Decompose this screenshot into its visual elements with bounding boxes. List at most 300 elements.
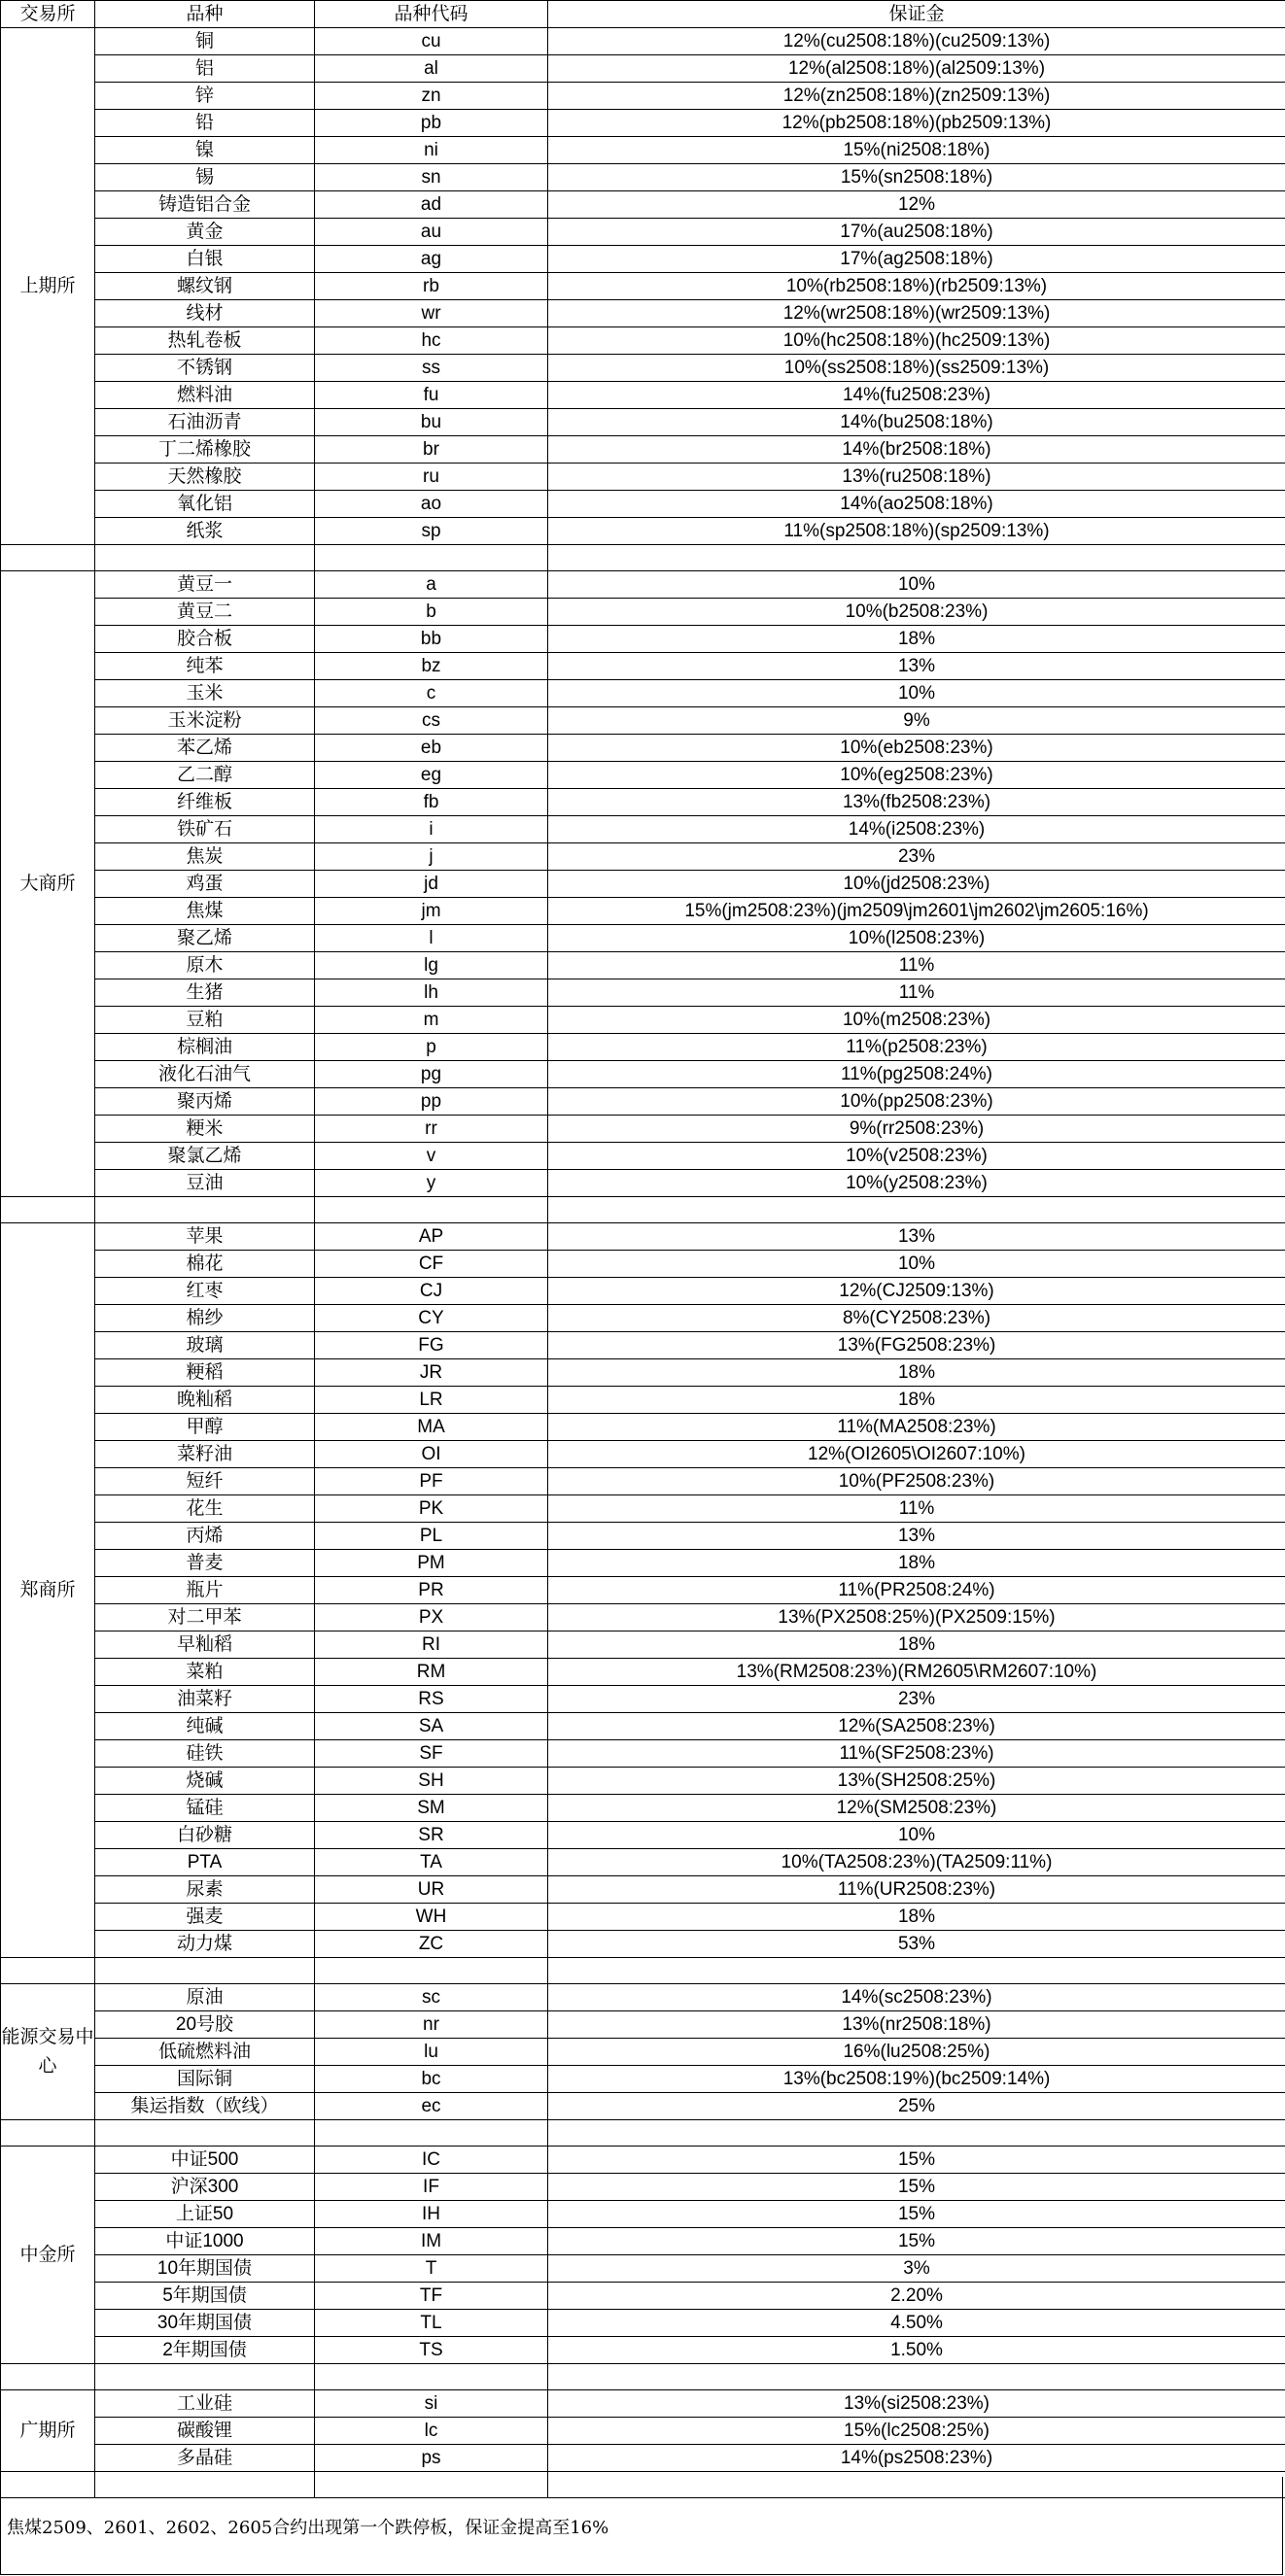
table-row bbox=[1, 273, 1285, 300]
code-cell: lu bbox=[315, 2039, 548, 2066]
table-row bbox=[1, 1007, 1285, 1034]
table-row bbox=[1, 1305, 1285, 1332]
table-row bbox=[1, 1849, 1285, 1876]
table-row bbox=[1, 28, 1285, 55]
margin-cell: 10%(rb2508:18%)(rb2509:13%) bbox=[548, 273, 1285, 300]
empty-cell bbox=[548, 2364, 1285, 2390]
table-row bbox=[1, 571, 1285, 599]
empty-cell bbox=[548, 2120, 1285, 2147]
variety-cell: 纯碱 bbox=[95, 1713, 315, 1740]
variety-cell: 液化石油气 bbox=[95, 1061, 315, 1088]
margin-cell: 13%(fb2508:23%) bbox=[548, 789, 1285, 816]
table-row bbox=[1, 925, 1285, 952]
code-cell: b bbox=[315, 599, 548, 626]
margin-cell: 18% bbox=[548, 1904, 1285, 1931]
code-cell: LR bbox=[315, 1387, 548, 1414]
code-cell: SR bbox=[315, 1822, 548, 1849]
empty-cell bbox=[95, 1197, 315, 1223]
table-row bbox=[1, 2445, 1285, 2472]
variety-cell: 燃料油 bbox=[95, 382, 315, 409]
code-cell: sp bbox=[315, 518, 548, 545]
margin-cell: 15% bbox=[548, 2174, 1285, 2201]
margin-cell: 12%(SM2508:23%) bbox=[548, 1795, 1285, 1822]
code-cell: FG bbox=[315, 1332, 548, 1359]
margin-cell: 13%(SH2508:25%) bbox=[548, 1768, 1285, 1795]
variety-cell: 粳稻 bbox=[95, 1359, 315, 1387]
table-row bbox=[1, 518, 1285, 545]
variety-cell: 黄豆一 bbox=[95, 571, 315, 599]
margin-cell: 15%(ni2508:18%) bbox=[548, 137, 1285, 164]
code-cell: rr bbox=[315, 1116, 548, 1143]
table-row bbox=[1, 1495, 1285, 1523]
margin-cell: 10%(hc2508:18%)(hc2509:13%) bbox=[548, 327, 1285, 355]
variety-cell: 多晶硅 bbox=[95, 2445, 315, 2472]
code-cell: ni bbox=[315, 137, 548, 164]
table-row bbox=[1, 1441, 1285, 1468]
margin-cell: 14%(sc2508:23%) bbox=[548, 1984, 1285, 2011]
table-row bbox=[1, 1332, 1285, 1359]
code-cell: RM bbox=[315, 1659, 548, 1686]
table-row bbox=[1, 898, 1285, 925]
margin-cell: 2.20% bbox=[548, 2283, 1285, 2310]
margin-cell: 18% bbox=[548, 626, 1285, 653]
margin-cell: 53% bbox=[548, 1931, 1285, 1958]
code-cell: sn bbox=[315, 164, 548, 191]
variety-cell: 生猪 bbox=[95, 979, 315, 1007]
code-cell: RS bbox=[315, 1686, 548, 1713]
code-cell: PR bbox=[315, 1577, 548, 1604]
table-row bbox=[1, 2201, 1285, 2228]
variety-cell: 铸造铝合金 bbox=[95, 191, 315, 219]
margin-cell: 13%(RM2508:23%)(RM2605\RM2607:10%) bbox=[548, 1659, 1285, 1686]
table-row bbox=[1, 1795, 1285, 1822]
code-cell: CJ bbox=[315, 1278, 548, 1305]
margin-cell: 11% bbox=[548, 1495, 1285, 1523]
code-cell: si bbox=[315, 2390, 548, 2418]
code-cell: pg bbox=[315, 1061, 548, 1088]
table-row bbox=[1, 1984, 1285, 2011]
empty-cell bbox=[1, 2120, 95, 2147]
code-cell: m bbox=[315, 1007, 548, 1034]
footnote-text: 焦煤2509、2601、2602、2605合约出现第一个跌停板，保证金提高至16% bbox=[7, 2518, 609, 2538]
variety-cell: 镍 bbox=[95, 137, 315, 164]
code-cell: p bbox=[315, 1034, 548, 1061]
code-cell: ad bbox=[315, 191, 548, 219]
margin-cell: 10%(eb2508:23%) bbox=[548, 735, 1285, 762]
margin-cell: 13%(bc2508:19%)(bc2509:14%) bbox=[548, 2066, 1285, 2093]
margin-cell: 16%(lu2508:25%) bbox=[548, 2039, 1285, 2066]
variety-cell: 30年期国债 bbox=[95, 2310, 315, 2337]
code-cell: fu bbox=[315, 382, 548, 409]
margin-cell: 14%(ps2508:23%) bbox=[548, 2445, 1285, 2472]
variety-cell: 20号胶 bbox=[95, 2011, 315, 2039]
variety-cell: 棉花 bbox=[95, 1251, 315, 1278]
table-row bbox=[1, 1631, 1285, 1659]
table-row bbox=[1, 2228, 1285, 2255]
margin-cell: 12%(zn2508:18%)(zn2509:13%) bbox=[548, 83, 1285, 110]
code-cell: eb bbox=[315, 735, 548, 762]
table-row bbox=[1, 2039, 1285, 2066]
empty-cell bbox=[315, 1197, 548, 1223]
code-cell: lc bbox=[315, 2418, 548, 2445]
code-cell: lh bbox=[315, 979, 548, 1007]
margin-cell: 11% bbox=[548, 952, 1285, 979]
variety-cell: 苯乙烯 bbox=[95, 735, 315, 762]
margin-cell: 14%(fu2508:23%) bbox=[548, 382, 1285, 409]
exchange-cell: 能源交易中心 bbox=[1, 1984, 95, 2120]
table-row bbox=[1, 762, 1285, 789]
variety-cell: 对二甲苯 bbox=[95, 1604, 315, 1631]
margin-cell: 15%(sn2508:18%) bbox=[548, 164, 1285, 191]
table-row bbox=[1, 1604, 1285, 1631]
code-cell: au bbox=[315, 219, 548, 246]
margin-cell: 11%(sp2508:18%)(sp2509:13%) bbox=[548, 518, 1285, 545]
margin-cell: 4.50% bbox=[548, 2310, 1285, 2337]
code-cell: ag bbox=[315, 246, 548, 273]
table-row bbox=[1, 871, 1285, 898]
margin-cell: 13%(PX2508:25%)(PX2509:15%) bbox=[548, 1604, 1285, 1631]
empty-cell bbox=[315, 545, 548, 571]
table-row bbox=[1, 1468, 1285, 1495]
exchange-cell: 大商所 bbox=[1, 571, 95, 1197]
variety-cell: 普麦 bbox=[95, 1550, 315, 1577]
table-row bbox=[1, 2283, 1285, 2310]
variety-cell: 热轧卷板 bbox=[95, 327, 315, 355]
code-cell: ps bbox=[315, 2445, 548, 2472]
margin-cell: 18% bbox=[548, 1631, 1285, 1659]
code-cell: PK bbox=[315, 1495, 548, 1523]
table-row bbox=[1, 327, 1285, 355]
empty-cell bbox=[548, 1958, 1285, 1984]
margin-cell: 13% bbox=[548, 653, 1285, 680]
margin-cell: 10% bbox=[548, 1822, 1285, 1849]
code-cell: i bbox=[315, 816, 548, 843]
variety-cell: 原木 bbox=[95, 952, 315, 979]
margin-cell: 14%(bu2508:18%) bbox=[548, 409, 1285, 436]
table-row bbox=[1, 491, 1285, 518]
code-cell: zn bbox=[315, 83, 548, 110]
separator-row bbox=[1, 2120, 1285, 2147]
table-row bbox=[1, 1088, 1285, 1116]
variety-cell: 碳酸锂 bbox=[95, 2418, 315, 2445]
variety-cell: 中证1000 bbox=[95, 2228, 315, 2255]
table-row bbox=[1, 137, 1285, 164]
code-cell: TF bbox=[315, 2283, 548, 2310]
margin-cell: 10%(TA2508:23%)(TA2509:11%) bbox=[548, 1849, 1285, 1876]
variety-cell: 尿素 bbox=[95, 1876, 315, 1904]
table-row bbox=[1, 1170, 1285, 1197]
variety-cell: 氧化铝 bbox=[95, 491, 315, 518]
footnote-box bbox=[0, 2477, 1283, 2575]
code-cell: l bbox=[315, 925, 548, 952]
margin-cell: 10%(PF2508:23%) bbox=[548, 1468, 1285, 1495]
code-cell: ss bbox=[315, 355, 548, 382]
variety-cell: 焦煤 bbox=[95, 898, 315, 925]
code-cell: br bbox=[315, 436, 548, 464]
separator-row bbox=[1, 2364, 1285, 2390]
code-cell: hc bbox=[315, 327, 548, 355]
variety-cell: 聚丙烯 bbox=[95, 1088, 315, 1116]
table-row bbox=[1, 2093, 1285, 2120]
margin-cell: 9%(rr2508:23%) bbox=[548, 1116, 1285, 1143]
margin-cell: 11% bbox=[548, 979, 1285, 1007]
variety-cell: 晚籼稻 bbox=[95, 1387, 315, 1414]
margin-cell: 11%(UR2508:23%) bbox=[548, 1876, 1285, 1904]
table-row bbox=[1, 1686, 1285, 1713]
variety-cell: 聚乙烯 bbox=[95, 925, 315, 952]
code-cell: fb bbox=[315, 789, 548, 816]
table-row bbox=[1, 653, 1285, 680]
variety-cell: 天然橡胶 bbox=[95, 464, 315, 491]
variety-cell: 瓶片 bbox=[95, 1577, 315, 1604]
code-cell: v bbox=[315, 1143, 548, 1170]
code-cell: ec bbox=[315, 2093, 548, 2120]
variety-cell: 鸡蛋 bbox=[95, 871, 315, 898]
variety-cell: 烧碱 bbox=[95, 1768, 315, 1795]
variety-cell: 黄金 bbox=[95, 219, 315, 246]
margin-cell: 11%(PR2508:24%) bbox=[548, 1577, 1285, 1604]
separator-row bbox=[1, 1197, 1285, 1223]
variety-cell: 红枣 bbox=[95, 1278, 315, 1305]
table-row bbox=[1, 1876, 1285, 1904]
header-row bbox=[1, 1, 1285, 28]
code-cell: bb bbox=[315, 626, 548, 653]
exchange-cell: 中金所 bbox=[1, 2147, 95, 2364]
table-row bbox=[1, 1143, 1285, 1170]
margin-cell: 14%(ao2508:18%) bbox=[548, 491, 1285, 518]
table-row bbox=[1, 1577, 1285, 1604]
variety-cell: 硅铁 bbox=[95, 1740, 315, 1768]
variety-cell: 聚氯乙烯 bbox=[95, 1143, 315, 1170]
code-cell: PM bbox=[315, 1550, 548, 1577]
variety-cell: 豆油 bbox=[95, 1170, 315, 1197]
table-row bbox=[1, 952, 1285, 979]
table-row bbox=[1, 219, 1285, 246]
margin-cell: 12%(al2508:18%)(al2509:13%) bbox=[548, 55, 1285, 83]
variety-cell: 原油 bbox=[95, 1984, 315, 2011]
empty-cell bbox=[95, 2364, 315, 2390]
margin-cell: 15%(jm2508:23%)(jm2509\jm2601\jm2602\jm2605:16%) bbox=[548, 898, 1285, 925]
margin-cell: 10%(v2508:23%) bbox=[548, 1143, 1285, 1170]
margin-cell: 12%(wr2508:18%)(wr2509:13%) bbox=[548, 300, 1285, 327]
empty-cell bbox=[1, 2364, 95, 2390]
empty-cell bbox=[315, 2364, 548, 2390]
code-cell: nr bbox=[315, 2011, 548, 2039]
table-row bbox=[1, 464, 1285, 491]
variety-cell: 玉米淀粉 bbox=[95, 707, 315, 735]
table-row bbox=[1, 2066, 1285, 2093]
margin-cell: 14%(br2508:18%) bbox=[548, 436, 1285, 464]
variety-cell: 铝 bbox=[95, 55, 315, 83]
code-cell: lg bbox=[315, 952, 548, 979]
code-cell: a bbox=[315, 571, 548, 599]
variety-cell: 油菜籽 bbox=[95, 1686, 315, 1713]
code-cell: sc bbox=[315, 1984, 548, 2011]
table-row bbox=[1, 164, 1285, 191]
code-cell: wr bbox=[315, 300, 548, 327]
empty-cell bbox=[95, 1958, 315, 1984]
code-cell: SF bbox=[315, 1740, 548, 1768]
code-cell: c bbox=[315, 680, 548, 707]
code-cell: IF bbox=[315, 2174, 548, 2201]
variety-cell: 乙二醇 bbox=[95, 762, 315, 789]
variety-cell: 黄豆二 bbox=[95, 599, 315, 626]
margin-cell: 12%(CJ2509:13%) bbox=[548, 1278, 1285, 1305]
variety-cell: 粳米 bbox=[95, 1116, 315, 1143]
margin-cell: 13%(FG2508:23%) bbox=[548, 1332, 1285, 1359]
table-row bbox=[1, 843, 1285, 871]
table-row bbox=[1, 1034, 1285, 1061]
variety-cell: 中证500 bbox=[95, 2147, 315, 2174]
code-cell: ZC bbox=[315, 1931, 548, 1958]
margin-cell: 15% bbox=[548, 2201, 1285, 2228]
margin-cell: 10%(jd2508:23%) bbox=[548, 871, 1285, 898]
margin-cell: 15%(lc2508:25%) bbox=[548, 2418, 1285, 2445]
variety-cell: 强麦 bbox=[95, 1904, 315, 1931]
margin-cell: 8%(CY2508:23%) bbox=[548, 1305, 1285, 1332]
margin-cell: 13%(si2508:23%) bbox=[548, 2390, 1285, 2418]
table-row bbox=[1, 1223, 1285, 1251]
table-row bbox=[1, 626, 1285, 653]
empty-cell bbox=[1, 1197, 95, 1223]
margin-cell: 13%(nr2508:18%) bbox=[548, 2011, 1285, 2039]
margin-cell: 23% bbox=[548, 843, 1285, 871]
table-row bbox=[1, 1550, 1285, 1577]
variety-cell: 国际铜 bbox=[95, 2066, 315, 2093]
margin-cell: 23% bbox=[548, 1686, 1285, 1713]
code-cell: OI bbox=[315, 1441, 548, 1468]
variety-cell: 棉纱 bbox=[95, 1305, 315, 1332]
empty-cell bbox=[95, 2120, 315, 2147]
margin-cell: 9% bbox=[548, 707, 1285, 735]
variety-cell: 低硫燃料油 bbox=[95, 2039, 315, 2066]
table-row bbox=[1, 1822, 1285, 1849]
variety-cell: 苹果 bbox=[95, 1223, 315, 1251]
table-row bbox=[1, 816, 1285, 843]
variety-cell: 白银 bbox=[95, 246, 315, 273]
code-cell: cs bbox=[315, 707, 548, 735]
code-cell: SA bbox=[315, 1713, 548, 1740]
margin-cell: 10%(b2508:23%) bbox=[548, 599, 1285, 626]
code-cell: bz bbox=[315, 653, 548, 680]
table-row bbox=[1, 1713, 1285, 1740]
table-row bbox=[1, 300, 1285, 327]
code-cell: IM bbox=[315, 2228, 548, 2255]
table-row bbox=[1, 355, 1285, 382]
margin-cell: 11%(pg2508:24%) bbox=[548, 1061, 1285, 1088]
code-cell: SH bbox=[315, 1768, 548, 1795]
margin-cell: 11%(SF2508:23%) bbox=[548, 1740, 1285, 1768]
margin-cell: 1.50% bbox=[548, 2337, 1285, 2364]
margin-cell: 18% bbox=[548, 1359, 1285, 1387]
code-cell: j bbox=[315, 843, 548, 871]
margin-cell: 10% bbox=[548, 680, 1285, 707]
margin-cell: 14%(i2508:23%) bbox=[548, 816, 1285, 843]
empty-cell bbox=[1, 1958, 95, 1984]
table-row bbox=[1, 1278, 1285, 1305]
variety-cell: 纯苯 bbox=[95, 653, 315, 680]
header-code: 品种代码 bbox=[315, 1, 548, 28]
variety-cell: 纤维板 bbox=[95, 789, 315, 816]
table-row bbox=[1, 1251, 1285, 1278]
empty-cell bbox=[95, 545, 315, 571]
variety-cell: 早籼稻 bbox=[95, 1631, 315, 1659]
code-cell: rb bbox=[315, 273, 548, 300]
header-margin: 保证金 bbox=[548, 1, 1285, 28]
variety-cell: 5年期国债 bbox=[95, 2283, 315, 2310]
variety-cell: PTA bbox=[95, 1849, 315, 1876]
exchange-cell: 郑商所 bbox=[1, 1223, 95, 1958]
margin-cell: 13% bbox=[548, 1223, 1285, 1251]
code-cell: eg bbox=[315, 762, 548, 789]
code-cell: TA bbox=[315, 1849, 548, 1876]
margin-cell: 11%(p2508:23%) bbox=[548, 1034, 1285, 1061]
empty-cell bbox=[315, 1958, 548, 1984]
table-row bbox=[1, 1659, 1285, 1686]
variety-cell: 石油沥青 bbox=[95, 409, 315, 436]
empty-cell bbox=[548, 545, 1285, 571]
margin-cell: 25% bbox=[548, 2093, 1285, 2120]
table-row bbox=[1, 2147, 1285, 2174]
code-cell: bc bbox=[315, 2066, 548, 2093]
table-row bbox=[1, 789, 1285, 816]
code-cell: jd bbox=[315, 871, 548, 898]
table-row bbox=[1, 2418, 1285, 2445]
code-cell: IH bbox=[315, 2201, 548, 2228]
code-cell: MA bbox=[315, 1414, 548, 1441]
variety-cell: 2年期国债 bbox=[95, 2337, 315, 2364]
variety-cell: 铁矿石 bbox=[95, 816, 315, 843]
variety-cell: 螺纹钢 bbox=[95, 273, 315, 300]
table-row bbox=[1, 55, 1285, 83]
margin-cell: 10% bbox=[548, 1251, 1285, 1278]
table-row bbox=[1, 979, 1285, 1007]
separator-row bbox=[1, 1958, 1285, 1984]
variety-cell: 沪深300 bbox=[95, 2174, 315, 2201]
code-cell: RI bbox=[315, 1631, 548, 1659]
code-cell: jm bbox=[315, 898, 548, 925]
variety-cell: 线材 bbox=[95, 300, 315, 327]
table-row bbox=[1, 436, 1285, 464]
table-row bbox=[1, 191, 1285, 219]
margin-cell: 10%(l2508:23%) bbox=[548, 925, 1285, 952]
table-row bbox=[1, 2337, 1285, 2364]
table-row bbox=[1, 246, 1285, 273]
margin-cell: 17%(ag2508:18%) bbox=[548, 246, 1285, 273]
variety-cell: 菜籽油 bbox=[95, 1441, 315, 1468]
table-row bbox=[1, 1768, 1285, 1795]
table-row bbox=[1, 1116, 1285, 1143]
variety-cell: 集运指数（欧线） bbox=[95, 2093, 315, 2120]
margin-cell: 10%(ss2508:18%)(ss2509:13%) bbox=[548, 355, 1285, 382]
variety-cell: 锌 bbox=[95, 83, 315, 110]
margin-cell: 12%(SA2508:23%) bbox=[548, 1713, 1285, 1740]
margin-cell: 11%(MA2508:23%) bbox=[548, 1414, 1285, 1441]
margin-cell: 17%(au2508:18%) bbox=[548, 219, 1285, 246]
variety-cell: 不锈钢 bbox=[95, 355, 315, 382]
table-row bbox=[1, 1740, 1285, 1768]
table-row bbox=[1, 382, 1285, 409]
margin-cell: 12%(OI2605\OI2607:10%) bbox=[548, 1441, 1285, 1468]
margin-cell: 10%(pp2508:23%) bbox=[548, 1088, 1285, 1116]
variety-cell: 玉米 bbox=[95, 680, 315, 707]
code-cell: TS bbox=[315, 2337, 548, 2364]
empty-cell bbox=[548, 1197, 1285, 1223]
code-cell: y bbox=[315, 1170, 548, 1197]
table-row bbox=[1, 2011, 1285, 2039]
code-cell: bu bbox=[315, 409, 548, 436]
variety-cell: 铜 bbox=[95, 28, 315, 55]
